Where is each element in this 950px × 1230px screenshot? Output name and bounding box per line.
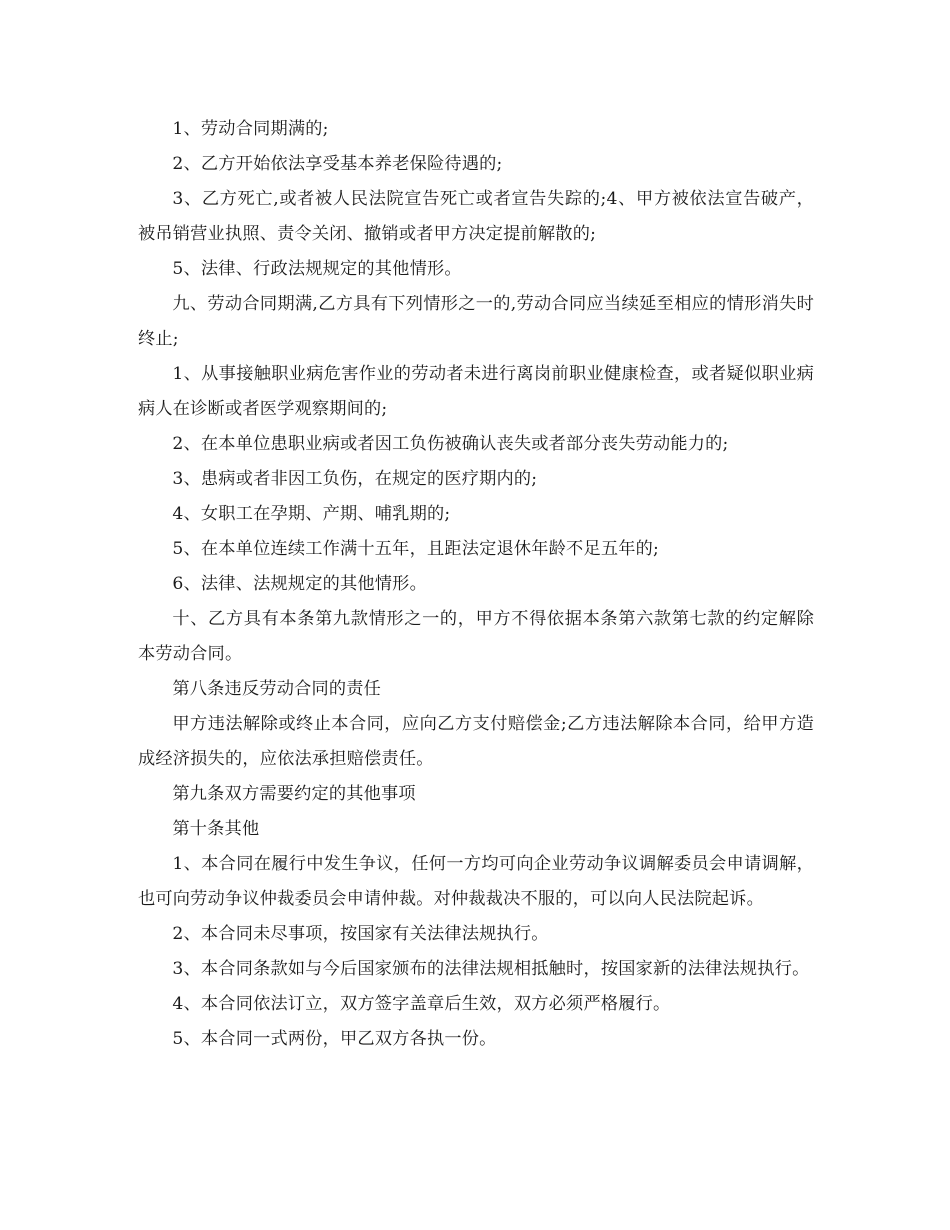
paragraph: 5、在本单位连续工作满十五年，且距法定退休年龄不足五年的; [172, 539, 659, 559]
section-heading: 第十条其他 [172, 819, 260, 839]
paragraph: 4、女职工在孕期、产期、哺乳期的; [172, 504, 451, 524]
paragraph: 甲方违法解除或终止本合同，应向乙方支付赔偿金;乙方违法解除本合同，给甲方造成经济损失的，应依法承担赔偿责任。 [138, 714, 814, 769]
section-heading: 第九条双方需要约定的其他事项 [172, 784, 416, 804]
paragraph: 2、在本单位患职业病或者因工负伤被确认丧失或者部分丧失劳动能力的; [172, 434, 729, 454]
paragraph: 3、患病或者非因工负伤，在规定的医疗期内的; [172, 469, 538, 489]
paragraph: 3、乙方死亡,或者被人民法院宣告死亡或者宣告失踪的;4、甲方被依法宣告破产，被吊销营业执照、责令关闭、撤销或者甲方决定提前解散的; [138, 189, 814, 244]
paragraph: 九、劳动合同期满,乙方具有下列情形之一的,劳动合同应当续延至相应的情形消失时终止; [138, 294, 814, 349]
paragraph: 5、法律、行政法规规定的其他情形。 [172, 259, 462, 279]
section-heading: 第八条违反劳动合同的责任 [172, 679, 382, 699]
paragraph: 十、乙方具有本条第九款情形之一的，甲方不得依据本条第六款第七款的约定解除本劳动合同。 [138, 609, 814, 664]
paragraph: 5、本合同一式两份，甲乙双方各执一份。 [172, 1029, 497, 1049]
paragraph: 1、劳动合同期满的; [172, 119, 329, 139]
paragraph: 3、本合同条款如与今后国家颁布的法律法规相抵触时，按国家新的法律法规执行。 [172, 959, 810, 979]
paragraph: 1、从事接触职业病危害作业的劳动者未进行离岗前职业健康检查，或者疑似职业病病人在诊断或者医学观察期间的; [138, 364, 814, 419]
paragraph: 4、本合同依法订立，双方签字盖章后生效，双方必须严格履行。 [172, 994, 671, 1014]
paragraph: 2、乙方开始依法享受基本养老保险待遇的; [172, 154, 503, 174]
paragraph: 2、本合同未尽事项，按国家有关法律法规执行。 [172, 924, 549, 944]
document-body [138, 112, 814, 1057]
paragraph: 6、法律、法规规定的其他情形。 [172, 574, 427, 594]
paragraph: 1、本合同在履行中发生争议，任何一方均可向企业劳动争议调解委员会申请调解，也可向劳动争议仲裁委员会申请仲裁。对仲裁裁决不服的，可以向人民法院起诉。 [138, 854, 814, 909]
